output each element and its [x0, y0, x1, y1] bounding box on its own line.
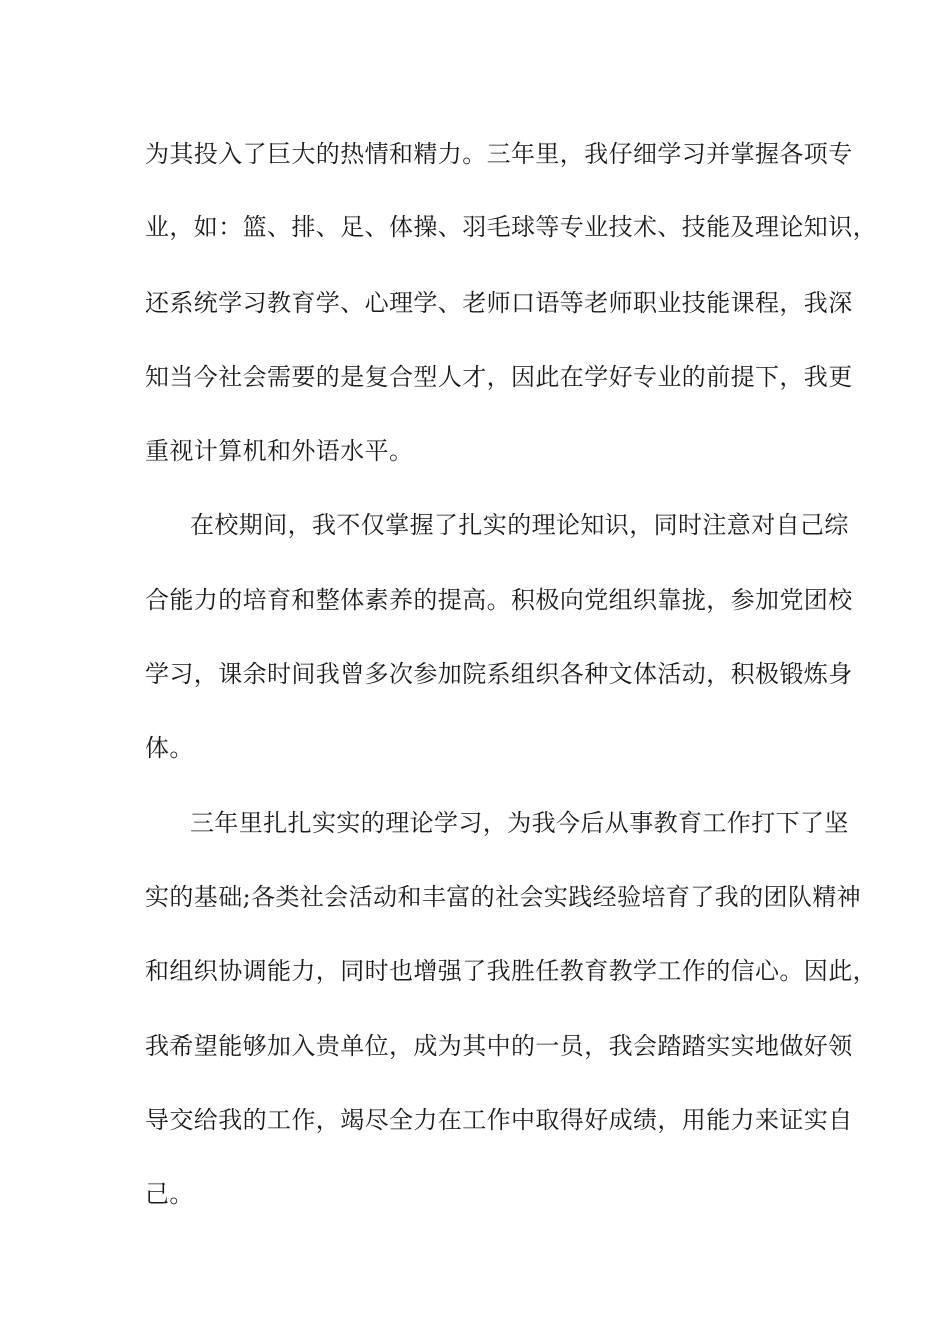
text-line: 还系统学习教育学、心理学、老师口语等老师职业技能课程，我深	[145, 289, 853, 317]
text-line: 重视计算机和外语水平。	[145, 437, 414, 465]
text-line: 知当今社会需要的是复合型人才，因此在学好专业的前提下，我更	[145, 363, 853, 391]
text-line: 业，如：篮、排、足、体操、羽毛球等专业技术、技能及理论知识，	[145, 213, 877, 241]
text-line: 学习，课余时间我曾多次参加院系组织各种文体活动，积极锻炼身	[145, 660, 853, 688]
text-line: 我希望能够加入贵单位，成为其中的一员，我会踏踏实实地做好领	[145, 1032, 853, 1060]
text-line: 和组织协调能力，同时也增强了我胜任教育教学工作的信心。因此，	[145, 957, 877, 985]
text-line: 合能力的培育和整体素养的提高。积极向党组织靠拢，参加党团校	[145, 586, 853, 614]
paragraph-start-line: 三年里扎扎实实的理论学习，为我今后从事教育工作打下了坚	[190, 809, 849, 837]
paragraph-start-line: 在校期间，我不仅掌握了扎实的理论知识，同时注意对自己综	[190, 511, 849, 539]
text-line: 导交给我的工作，竭尽全力在工作中取得好成绩，用能力来证实自	[145, 1106, 853, 1134]
text-line: 己。	[145, 1180, 194, 1208]
text-line: 为其投入了巨大的热情和精力。三年里，我仔细学习并掌握各项专	[145, 140, 853, 168]
text-line: 体。	[145, 734, 194, 762]
text-line: 实的基础;各类社会活动和丰富的社会实践经验培育了我的团队精神	[145, 883, 862, 911]
